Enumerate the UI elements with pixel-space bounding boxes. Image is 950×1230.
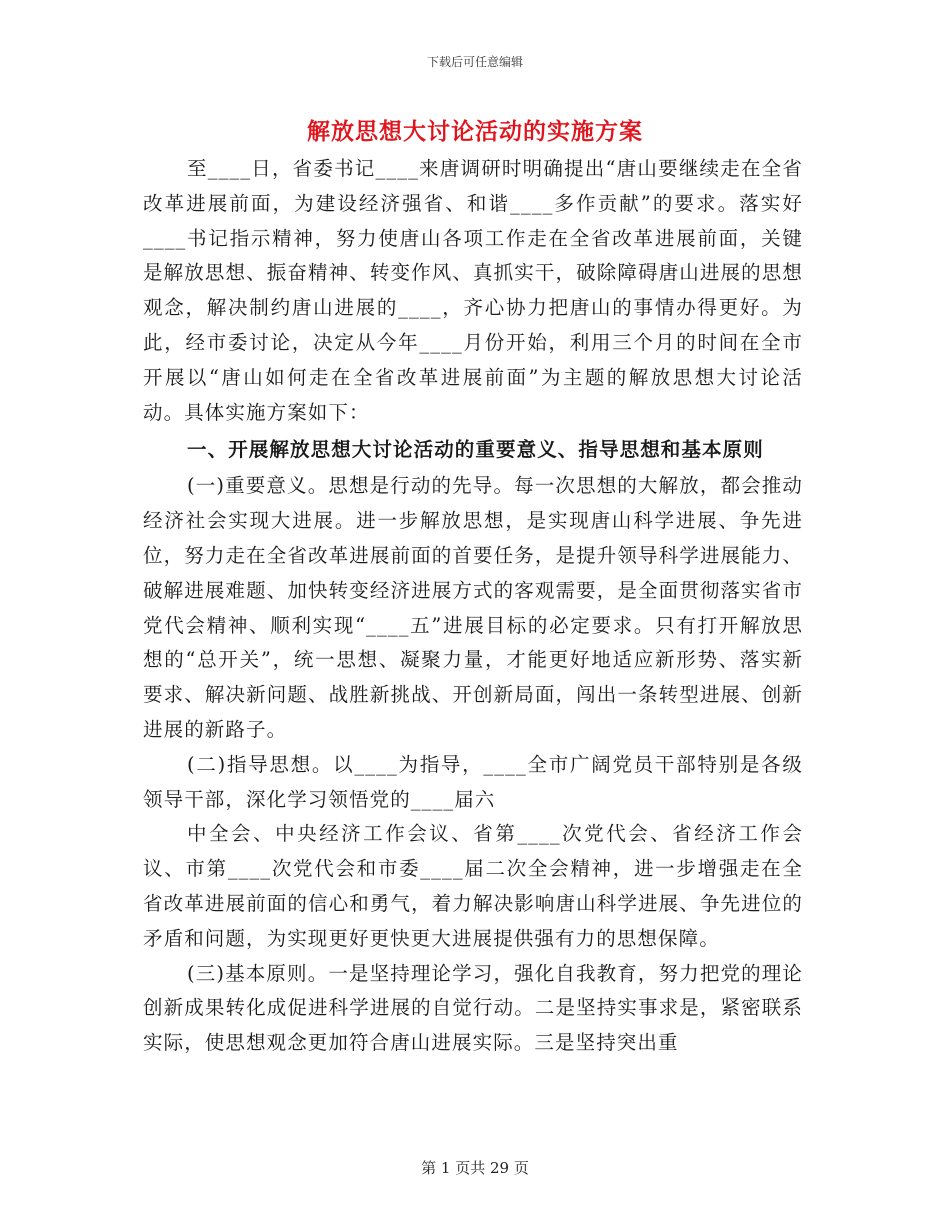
- paragraph-guiding-thought-cont: 中全会、中央经济工作会议、省第____次党代会、省经济工作会议、市第____次党代会和市委____届二次全会精神，进一步增强走在全省改革进展前面的信心和勇气，着力解决影响唐山科学进展、争先进位的矛盾和问题，为实现更好更快更大进展提供强有力的思想保障。: [143, 822, 803, 950]
- section-heading-1: 一、开展解放思想大讨论活动的重要意义、指导思想和基本原则: [187, 438, 764, 462]
- paragraph-guiding-thought: (二)指导思想。以____为指导，____全市广阔党员干部特别是各级领导干部，深化学习领悟党的____届六: [143, 752, 803, 811]
- document-body: [143, 152, 803, 1061]
- page-header-note: 下载后可任意编辑: [426, 55, 523, 69]
- page-footer: 第 1 页共 29 页: [421, 1159, 529, 1177]
- paragraph-intro: 至____日，省委书记____来唐调研时明确提出“唐山要继续走在全省改革进展前面，为建设经济强省、和谐____多作贡献”的要求。落实好____书记指示精神，努力使唐山各项工作走在全省改革进展前面，关键是解放思想、振奋精神、转变作风、真抓实干，破除障碍唐山进展的思想观念，解决制约唐山进展的____，齐心协力把唐山的事情办得更好。为此，经市委讨论，决定从今年____月份开始，利用三个月的时间在全市开展以“唐山如何走在全省改革进展前面”为主题的解放思想大讨论活动。具体实施方案如下：: [143, 157, 803, 424]
- paragraph-principles: (三)基本原则。一是坚持理论学习，强化自我教育，努力把党的理论创新成果转化成促进科学进展的自觉行动。二是坚持实事求是，紧密联系实际，使思想观念更加符合唐山进展实际。三是坚持突出重: [143, 961, 803, 1055]
- document-title: 解放思想大讨论活动的实施方案: [307, 118, 643, 145]
- paragraph-significance: (一)重要意义。思想是行动的先导。每一次思想的大解放，都会推动经济社会实现大进展。进一步解放思想，是实现唐山科学进展、争先进位，努力走在全省改革进展前面的首要任务，是提升领导科学进展能力、破解进展难题、加快转变经济进展方式的客观需要，是全面贯彻落实省市党代会精神、顺利实现“____五”进展目标的必定要求。只有打开解放思想的“总开关”，统一思想、凝聚力量，才能更好地适应新形势、落实新要求、解决新问题、战胜新挑战、开创新局面，闯出一条转型进展、创新进展的新路子。: [143, 474, 803, 741]
